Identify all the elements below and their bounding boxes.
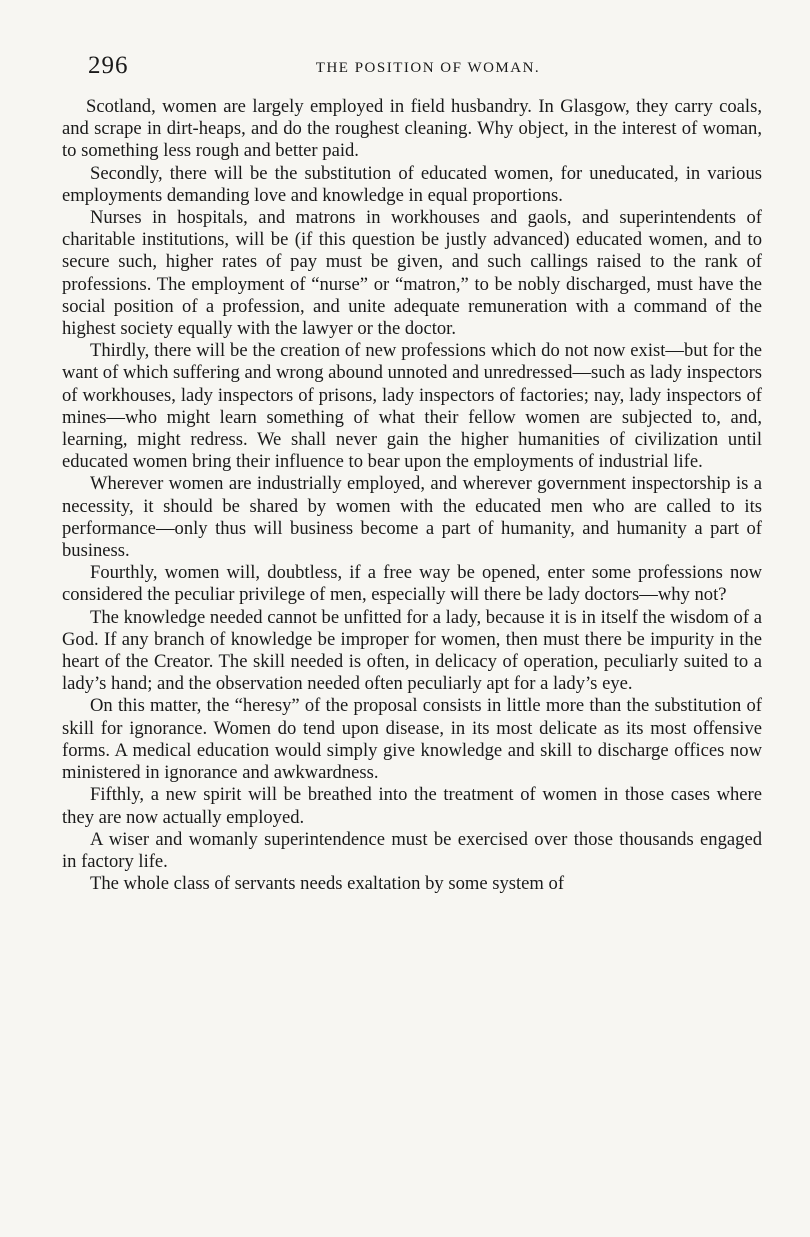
paragraph: Thirdly, there will be the creation of new professions which do not now exist—but for the want of which suffering and wrong abound unnoted and unredressed—such as lady inspectors of workhouses, lady inspectors of prisons, lady inspectors of factories; nay, lady inspectors of mines—who might learn something of what their fellow women are subjected to, and, learning, might redress. We shall never gain the higher humanities of civilization until educated women bring their influence to bear upon the employments of industrial life. xyxy=(62,340,762,473)
paragraph: The whole class of servants needs exaltation by some system of xyxy=(90,873,565,895)
paragraph: Fifthly, a new spirit will be breathed into the treatment of women in those cases where they are now actually employed. xyxy=(62,784,762,828)
page-header xyxy=(88,52,768,86)
paragraph: A wiser and womanly superintendence must be exercised over those thousands engaged in factory life. xyxy=(62,828,762,872)
paragraph: Fourthly, women will, doubtless, if a free way be opened, enter some professions now considered the peculiar privilege of men, especially will there be lady doctors—why not? xyxy=(62,562,762,606)
paragraph: Secondly, there will be the substitution of educated women, for uneducated, in various employments demanding love and knowledge in equal proportions. xyxy=(62,162,762,206)
page-number: 296 xyxy=(88,52,129,79)
paragraph: On this matter, the “heresy” of the proposal consists in little more than the substitution of skill for ignorance. Women do tend upon disease, in its most delicate as its most offensive forms. A medical education would simply give knowledge and skill to discharge offices now ministered in ignorance and awkwardness. xyxy=(62,695,762,784)
paragraph: Nurses in hospitals, and matrons in workhouses and gaols, and superintendents of charitable institutions, will be (if this question be justly advanced) educated women, and to secure such, higher rates of pay must be given, and such callings raised to the rank of professions. The employment of “nurse” or “matron,” to be nobly discharged, must have the social position of a profession, and unite adequate remuneration with a command of the highest society equally with the lawyer or the doctor. xyxy=(62,207,762,340)
body-text xyxy=(62,96,762,895)
running-title: THE POSITION OF WOMAN. xyxy=(315,60,541,76)
paragraph: Scotland, women are largely employed in field husbandry. In Glasgow, they carry coals, and scrape in dirt-heaps, and do the roughest cleaning. Why object, in the interest of woman, to something less rough and better paid. xyxy=(62,96,762,162)
paragraph: Wherever women are industrially employed, and wherever government inspectorship is a necessity, it should be shared by women with the educated men who are called to its performance—only thus will business become a part of humanity, and humanity a part of business. xyxy=(62,473,762,562)
paragraph: The knowledge needed cannot be unfitted for a lady, because it is in itself the wisdom of a God. If any branch of knowledge be improper for women, then must there be impurity in the heart of the Creator. The skill needed is often, in delicacy of operation, peculiarly suited to a lady’s hand; and the observation needed often peculiarly apt for a lady’s eye. xyxy=(62,606,762,695)
